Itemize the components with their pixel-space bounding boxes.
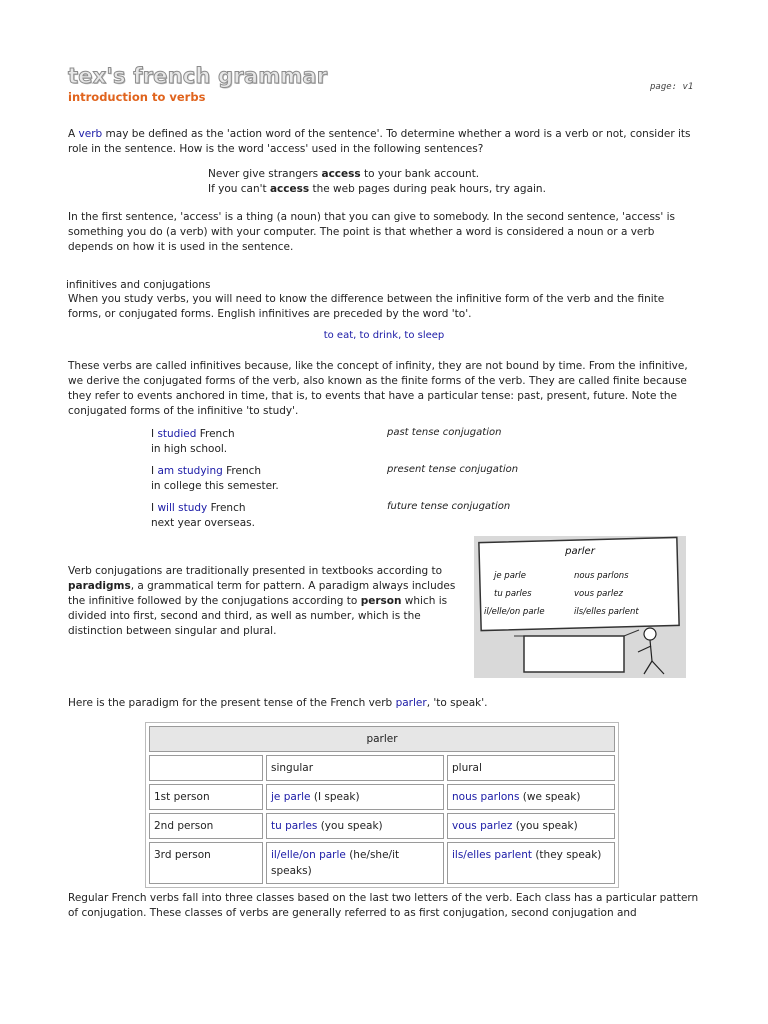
access-example-1: Never give strangers access to your bank account. [208,168,480,180]
infinitive-examples: to eat, to drink, to sleep [323,330,445,341]
person-cell: 3rd person [149,842,263,884]
access-example-2: If you can't access the web pages during peak hours, try again. [208,182,546,195]
label-future-tense: future tense conjugation [387,501,511,512]
svg-text:tu parles: tu parles [494,589,532,599]
table-row [149,813,615,839]
singular-cell: tu parles (you speak) [266,813,444,839]
conjugation-table [145,722,619,888]
doc-title: tex's french grammar [68,64,328,88]
table-header-row [149,755,615,781]
label-past-tense: past tense conjugation [387,427,502,438]
infinitives-paragraph-2: These verbs are called infinitives because, like the concept of infinity, they are not bound by time. From the infinitive, we derive the conjugated forms of the verb, also known as the finite forms of the verb. They are called finite because they refer to events anchored in time, that is, to events that have a particular tense: past, present, future. Note the conjugated forms of the infinitive 'to study'. [68,360,688,417]
section-heading-infinitives: infinitives and conjugations [66,279,211,291]
svg-text:ils/elles parlent: ils/elles parlent [574,607,639,617]
paradigms-paragraph: Verb conjugations are traditionally presented in textbooks according to paradigms, a grammatical term for pattern. A paradigm always includes the infinitive followed by the conjugations according to person which is divided into first, second and third, as well as number, which is the distinction between singular and plural. [68,565,456,637]
chalkboard-illustration [474,536,686,678]
form-link[interactable]: nous parlons [452,791,520,803]
table-title: parler [149,726,615,752]
col-header-singular: singular [266,755,444,781]
board-title: parler [565,546,595,557]
svg-text:je parle: je parle [494,571,526,581]
conjugation-past: I studied French in high school. [151,428,235,455]
access-examples [208,167,546,196]
conjugation-future: I will study French next year overseas. [151,502,255,529]
form-link[interactable]: tu parles [271,820,318,832]
plural-cell: ils/elles parlent (they speak) [447,842,615,884]
conjugation-present: I am studying French in college this semester. [151,465,279,492]
label-present-tense: present tense conjugation [387,464,519,475]
form-link[interactable]: vous parlez [452,820,513,832]
page-label: page: v1 [650,82,694,92]
person-cell: 1st person [149,784,263,810]
singular-cell: je parle (I speak) [266,784,444,810]
verb-link[interactable]: verb [78,128,103,140]
svg-text:vous parlez: vous parlez [574,589,623,599]
infinitives-paragraph-1: When you study verbs, you will need to know the difference between the infinitive form of the verb and the finite forms, or conjugated forms. English infinitives are preceded by the word 'to'. [68,293,665,320]
table-row [149,784,615,810]
intro-paragraph-2: In the first sentence, 'access' is a thing (a noun) that you can give to somebody. In the second sentence, 'access' is something you do (a verb) with your computer. The point is that whether a word is considered a noun or a verb depends on how it is used in the sentence. [68,211,676,253]
form-link[interactable]: je parle [271,791,311,803]
form-link[interactable]: ils/elles parlent [452,849,532,861]
closing-paragraph: Regular French verbs fall into three classes based on the last two letters of the verb. Each class has a particular pattern of conjugation. These classes of verbs are generally referred to as first conjugation, second conjugation and [68,892,699,919]
table-intro: Here is the paradigm for the present tense of the French verb parler, 'to speak'. [68,697,488,709]
svg-text:il/elle/on parle: il/elle/on parle [484,607,545,617]
skeleton-figure [644,628,656,640]
singular-cell: il/elle/on parle (he/she/it speaks) [266,842,444,884]
col-header-plural: plural [447,755,615,781]
svg-text:nous parlons: nous parlons [574,571,629,581]
person-cell: 2nd person [149,813,263,839]
plural-cell: nous parlons (we speak) [447,784,615,810]
plural-cell: vous parlez (you speak) [447,813,615,839]
parler-link[interactable]: parler [395,697,427,709]
table-row [149,842,615,884]
intro-paragraph-1: A verb may be defined as the 'action word of the sentence'. To determine whether a word is a verb or not, consider its role in the sentence. How is the word 'access' used in the following sentences? [68,128,691,155]
form-link[interactable]: il/elle/on parle [271,849,346,861]
doc-subtitle: introduction to verbs [68,90,206,104]
table-corner [149,755,263,781]
